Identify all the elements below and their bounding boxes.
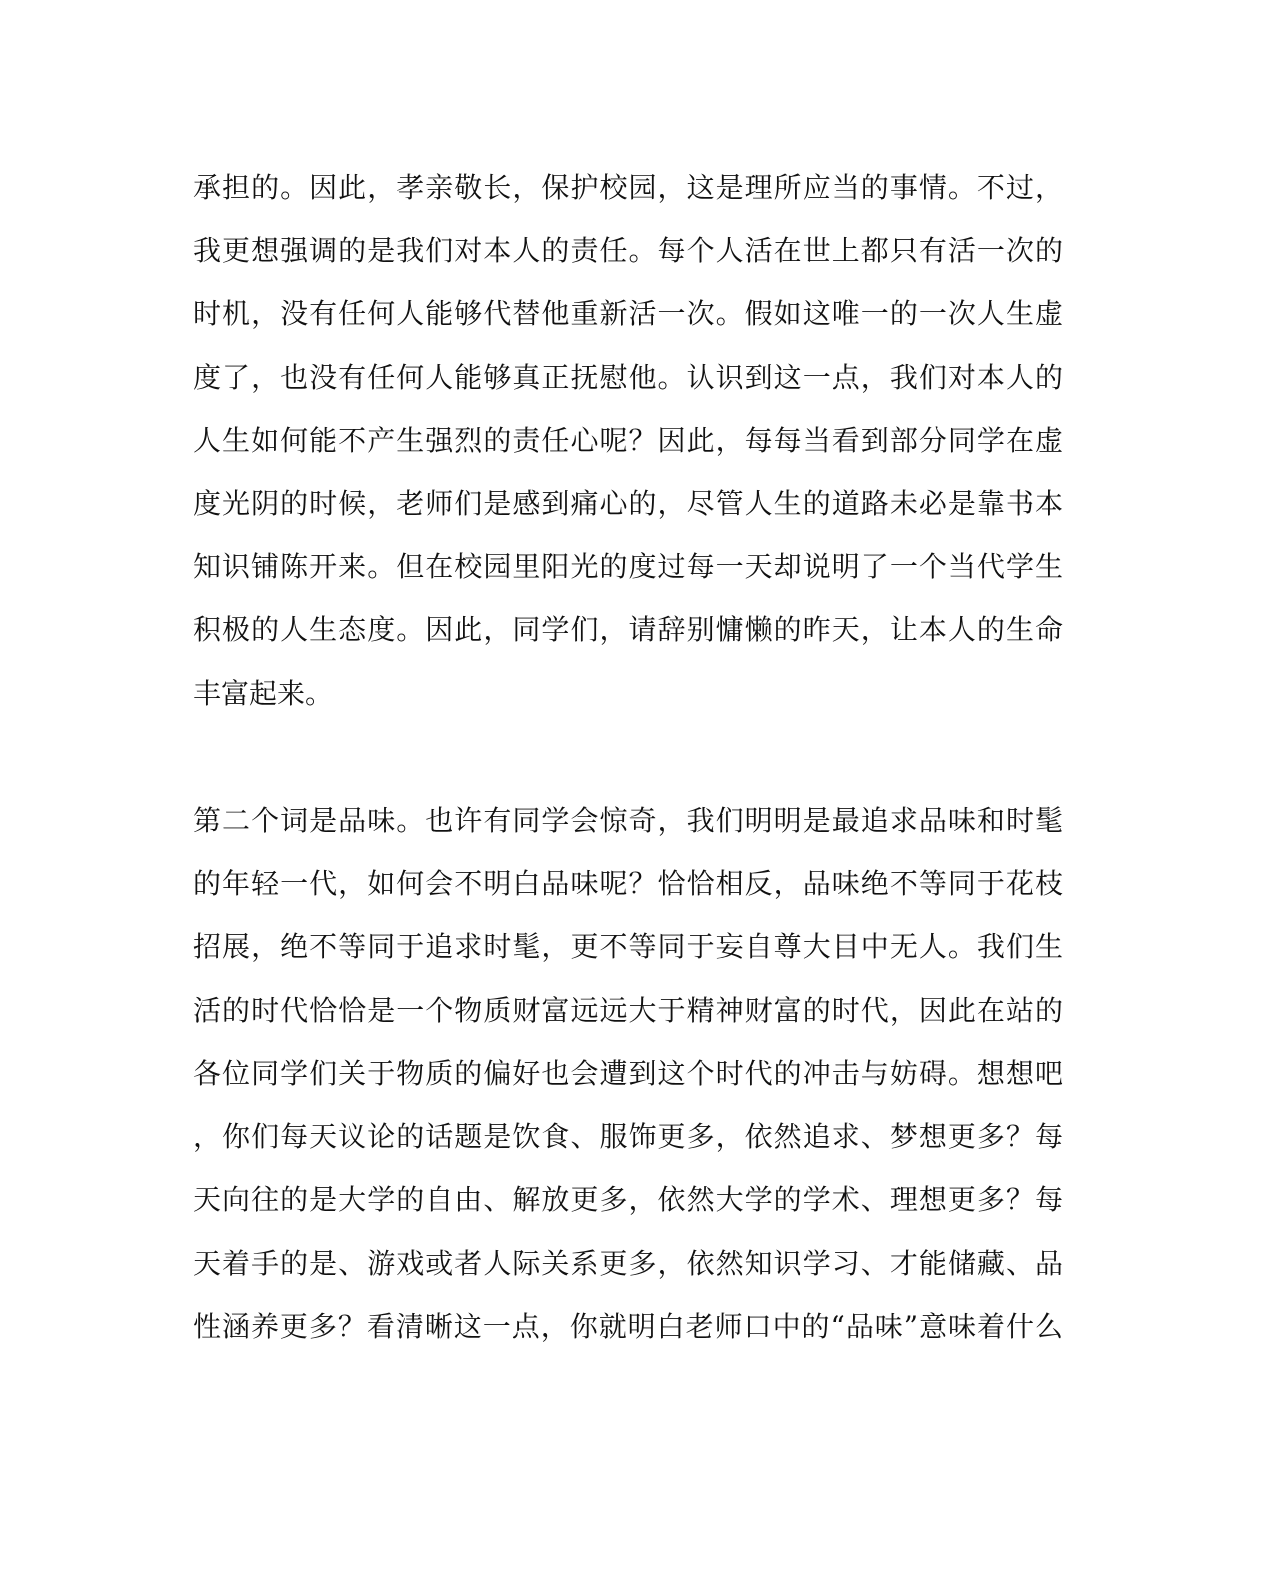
text-line: 丰富起来。: [193, 677, 334, 710]
text-line: 第二个词是品味。也许有同学会惊奇，我们明明是最追求品味和时髦: [193, 804, 1063, 837]
text-line: ，你们每天议论的话题是饮食、服饰更多，依然追求、梦想更多？每: [193, 1120, 1063, 1153]
text-line: 时机，没有任何人能够代替他重新活一次。假如这唯一的一次人生虚: [193, 297, 1063, 330]
text-line: 承担的。因此，孝亲敬长，保护校园，这是理所应当的事情。不过，: [193, 171, 1063, 204]
text-line: 我更想强调的是我们对本人的责任。每个人活在世上都只有活一次的: [193, 234, 1063, 267]
text-line: 知识铺陈开来。但在校园里阳光的度过每一天却说明了一个当代学生: [193, 550, 1063, 583]
text-line: 人生如何能不产生强烈的责任心呢？因此，每每当看到部分同学在虚: [193, 424, 1063, 457]
text-line: 性涵养更多？看清晰这一点，你就明白老师口中的“品味”意味着什么: [193, 1310, 1063, 1343]
text-line: 天着手的是、游戏或者人际关系更多，依然知识学习、才能储藏、品: [193, 1247, 1063, 1280]
text-line: 积极的人生态度。因此，同学们，请辞别慵懒的昨天，让本人的生命: [193, 613, 1063, 646]
text-line: 天向往的是大学的自由、解放更多，依然大学的学术、理想更多？每: [193, 1183, 1063, 1216]
text-line: 各位同学们关于物质的偏好也会遭到这个时代的冲击与妨碍。想想吧: [193, 1057, 1063, 1090]
text-line: 的年轻一代，如何会不明白品味呢？恰恰相反，品味绝不等同于花枝: [193, 867, 1063, 900]
text-line: 度光阴的时候，老师们是感到痛心的，尽管人生的道路未必是靠书本: [193, 487, 1063, 520]
text-line: 度了，也没有任何人能够真正抚慰他。认识到这一点，我们对本人的: [193, 361, 1063, 394]
text-line: 招展，绝不等同于追求时髦，更不等同于妄自尊大目中无人。我们生: [193, 930, 1063, 963]
text-line: 活的时代恰恰是一个物质财富远远大于精神财富的时代，因此在站的: [193, 994, 1063, 1027]
